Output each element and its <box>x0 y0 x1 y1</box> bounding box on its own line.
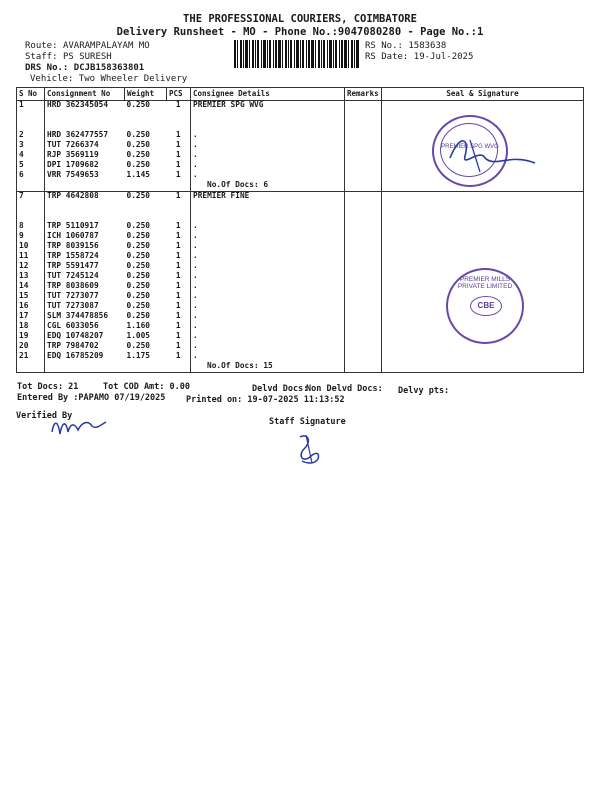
col-header-pcs: PCS <box>167 88 191 101</box>
spacer-row <box>17 202 584 212</box>
total-cod: Tot COD Amt: 0.00 <box>103 382 190 392</box>
row-sno: 8 <box>17 222 45 232</box>
spacer-cell <box>382 202 584 212</box>
row-remarks <box>345 252 382 262</box>
spacer-cell <box>125 111 167 121</box>
row-sno: 17 <box>17 312 45 322</box>
row-weight: 0.250 <box>126 141 150 149</box>
spacer-row <box>17 362 584 373</box>
spacer-cell <box>167 202 191 212</box>
row-remarks <box>345 141 382 151</box>
row-consignment-no: DPI 1709682 <box>45 161 125 171</box>
row-consignee-details: . <box>191 332 345 342</box>
row-weight: 0.250 <box>126 232 150 240</box>
row-consignment-no: TRP 4642808 <box>45 192 125 203</box>
spacer-cell <box>17 362 45 373</box>
row-pcs: 1 <box>175 171 181 179</box>
row-sno: 10 <box>17 242 45 252</box>
docs-count: No.Of Docs: 6 <box>191 181 345 192</box>
row-remarks <box>345 101 382 112</box>
row-consignment-no: TRP 5110917 <box>45 222 125 232</box>
row-sno: 13 <box>17 272 45 282</box>
row-consignee-details: . <box>191 312 345 322</box>
spacer-cell <box>167 111 191 121</box>
row-pcs: 1 <box>175 131 181 139</box>
row-consignment-no: TRP 1558724 <box>45 252 125 262</box>
spacer-cell <box>345 212 382 222</box>
row-weight: 0.250 <box>126 252 150 260</box>
row-consignee-details: . <box>191 302 345 312</box>
spacer-cell <box>382 212 584 222</box>
printed-on: Printed on: 19-07-2025 11:13:52 <box>186 395 345 405</box>
row-remarks <box>345 242 382 252</box>
non-delivered-docs: Non Delvd Docs: <box>306 384 383 394</box>
row-remarks <box>345 222 382 232</box>
row-weight: 0.250 <box>126 100 150 109</box>
spacer-cell <box>45 362 125 373</box>
company-seal-2: PREMIER MILLS PRIVATE LIMITED CBE <box>446 268 524 344</box>
row-pcs: 1 <box>175 292 181 300</box>
row-sno: 18 <box>17 322 45 332</box>
delivered-docs: Delvd Docs: <box>252 384 309 394</box>
row-consignment-no: EDQ 10748207 <box>45 332 125 342</box>
row-seal <box>382 101 584 112</box>
row-seal <box>382 352 584 362</box>
row-consignment-no: TRP 8038609 <box>45 282 125 292</box>
row-remarks <box>345 161 382 171</box>
delivery-points: Delvy pts: <box>398 386 450 396</box>
spacer-cell <box>125 362 167 373</box>
row-remarks <box>345 352 382 362</box>
spacer-cell <box>382 362 584 373</box>
row-weight: 0.250 <box>126 342 150 350</box>
row-weight: 0.250 <box>126 151 150 159</box>
row-consignee-details: . <box>191 272 345 282</box>
row-pcs: 1 <box>175 262 181 270</box>
row-consignee-details: . <box>191 131 345 141</box>
row-pcs: 1 <box>175 141 181 149</box>
row-seal <box>382 222 584 232</box>
col-header-remarks: Remarks <box>345 88 382 101</box>
spacer-cell <box>125 181 167 192</box>
row-sno: 12 <box>17 262 45 272</box>
row-sno: 11 <box>17 252 45 262</box>
row-consignment-no: TRP 5591477 <box>45 262 125 272</box>
row-consignee-details: PREMIER FINE <box>191 192 345 203</box>
spacer-cell <box>345 111 382 121</box>
row-consignment-no: EDQ 16785209 <box>45 352 125 362</box>
row-weight: 0.250 <box>126 302 150 310</box>
row-weight: 0.250 <box>126 262 150 270</box>
row-consignee-details: . <box>191 352 345 362</box>
row-consignee-details: . <box>191 171 345 181</box>
row-remarks <box>345 151 382 161</box>
total-docs: Tot Docs: 21 <box>17 382 79 392</box>
spacer-cell <box>45 212 125 222</box>
rs-date-line: RS Date: 19-Jul-2025 <box>365 52 474 62</box>
row-consignee-details: . <box>191 282 345 292</box>
row-consignment-no: TUT 7266374 <box>45 141 125 151</box>
table-row <box>17 352 584 362</box>
spacer-cell <box>45 181 125 192</box>
row-consignee-details: . <box>191 262 345 272</box>
row-consignee-details: . <box>191 141 345 151</box>
row-remarks <box>345 292 382 302</box>
row-weight: 0.250 <box>126 222 150 230</box>
row-consignment-no: TRP 7984702 <box>45 342 125 352</box>
col-header-seal: Seal & Signature <box>382 88 584 101</box>
spacer-cell <box>191 202 345 212</box>
row-weight: 0.250 <box>126 191 150 200</box>
row-consignee-details: . <box>191 232 345 242</box>
row-remarks <box>345 312 382 322</box>
spacer-cell <box>17 121 45 131</box>
row-remarks <box>345 192 382 203</box>
row-sno: 6 <box>17 171 45 181</box>
staff-signature-label: Staff Signature <box>269 417 346 427</box>
signature-1 <box>440 128 540 178</box>
row-consignee-details: . <box>191 292 345 302</box>
spacer-cell <box>345 202 382 212</box>
row-consignment-no: CGL 6033056 <box>45 322 125 332</box>
vehicle-line: Vehicle: Two Wheeler Delivery <box>30 74 188 84</box>
row-weight: 0.250 <box>126 131 150 139</box>
verifier-signature <box>48 414 110 440</box>
row-consignment-no: SLM 374478856 <box>45 312 125 322</box>
col-header-weight: Weight <box>125 88 167 101</box>
runsheet-subtitle: Delivery Runsheet - MO - Phone No.:9047080280 - Page No.:1 <box>116 26 484 38</box>
staff-line: Staff: PS SURESH <box>25 52 112 62</box>
row-remarks <box>345 272 382 282</box>
row-sno: 4 <box>17 151 45 161</box>
row-consignment-no: TUT 7273077 <box>45 292 125 302</box>
row-pcs: 1 <box>175 322 181 330</box>
row-weight: 1.145 <box>126 171 150 179</box>
table-row <box>17 232 584 242</box>
row-remarks <box>345 302 382 312</box>
row-consignment-no: TUT 7245124 <box>45 272 125 282</box>
row-weight: 1.005 <box>126 332 150 340</box>
row-sno: 21 <box>17 352 45 362</box>
row-pcs: 1 <box>175 332 181 340</box>
row-consignment-no: VRR 7549653 <box>45 171 125 181</box>
row-remarks <box>345 322 382 332</box>
spacer-cell <box>167 181 191 192</box>
spacer-cell <box>17 202 45 212</box>
row-consignee-details: . <box>191 242 345 252</box>
spacer-cell <box>345 121 382 131</box>
staff-signature <box>292 431 328 467</box>
row-weight: 0.250 <box>126 272 150 280</box>
row-pcs: 1 <box>175 302 181 310</box>
row-pcs: 1 <box>175 151 181 159</box>
spacer-cell <box>125 202 167 212</box>
table-header-row <box>17 88 584 101</box>
row-pcs: 1 <box>175 352 181 360</box>
table-row <box>17 252 584 262</box>
spacer-cell <box>345 181 382 192</box>
row-pcs: 1 <box>175 252 181 260</box>
col-header-consignment: Consignment No <box>45 88 125 101</box>
spacer-cell <box>345 362 382 373</box>
row-consignment-no: RJP 3569119 <box>45 151 125 161</box>
docs-count: No.Of Docs: 15 <box>191 362 345 373</box>
row-sno: 5 <box>17 161 45 171</box>
spacer-cell <box>167 362 191 373</box>
entered-by: Entered By :PAPAMO 07/19/2025 <box>17 393 166 403</box>
spacer-cell <box>17 212 45 222</box>
spacer-cell <box>167 212 191 222</box>
row-consignee-details: . <box>191 151 345 161</box>
row-consignee-details: . <box>191 322 345 332</box>
row-weight: 0.250 <box>126 282 150 290</box>
spacer-cell <box>191 212 345 222</box>
row-sno: 16 <box>17 302 45 312</box>
row-weight: 0.250 <box>126 292 150 300</box>
row-seal <box>382 232 584 242</box>
row-remarks <box>345 131 382 141</box>
row-pcs: 1 <box>175 222 181 230</box>
row-consignee-details: PREMIER SPG WVG <box>191 101 345 112</box>
table-row <box>17 192 584 203</box>
spacer-row <box>17 181 584 192</box>
spacer-cell <box>125 121 167 131</box>
spacer-cell <box>191 121 345 131</box>
row-consignee-details: . <box>191 342 345 352</box>
row-seal <box>382 192 584 203</box>
table-row <box>17 342 584 352</box>
row-consignment-no: HRD 362345054 <box>45 101 125 112</box>
row-sno: 9 <box>17 232 45 242</box>
spacer-cell <box>125 212 167 222</box>
row-sno: 15 <box>17 292 45 302</box>
spacer-cell <box>17 181 45 192</box>
row-sno: 20 <box>17 342 45 352</box>
row-consignment-no: TUT 7273087 <box>45 302 125 312</box>
company-seal-1: PREMIER SPG WVG <box>432 115 508 187</box>
row-remarks <box>345 262 382 272</box>
col-header-consignee: Consignee Details <box>191 88 345 101</box>
row-sno: 1 <box>17 101 45 112</box>
rs-number-line: RS No.: 1583638 <box>365 41 447 51</box>
spacer-cell <box>45 121 125 131</box>
row-sno: 7 <box>17 192 45 203</box>
row-seal <box>382 242 584 252</box>
row-remarks <box>345 171 382 181</box>
row-pcs: 1 <box>175 100 181 109</box>
row-sno: 2 <box>17 131 45 141</box>
row-remarks <box>345 232 382 242</box>
spacer-cell <box>17 111 45 121</box>
row-consignee-details: . <box>191 222 345 232</box>
row-consignment-no: HRD 362477557 <box>45 131 125 141</box>
row-remarks <box>345 332 382 342</box>
row-weight: 0.250 <box>126 242 150 250</box>
barcode-image <box>234 40 360 68</box>
row-pcs: 1 <box>175 312 181 320</box>
table-row <box>17 222 584 232</box>
row-sno: 3 <box>17 141 45 151</box>
row-weight: 1.160 <box>126 322 150 330</box>
col-header-sno: S No <box>17 88 45 101</box>
row-consignment-no: ICH 1060787 <box>45 232 125 242</box>
row-pcs: 1 <box>175 272 181 280</box>
spacer-row <box>17 212 584 222</box>
row-seal <box>382 252 584 262</box>
route-line: Route: AVARAMPALAYAM MO <box>25 41 150 51</box>
row-pcs: 1 <box>175 232 181 240</box>
row-weight: 0.250 <box>126 312 150 320</box>
spacer-cell <box>45 202 125 212</box>
row-pcs: 1 <box>175 161 181 169</box>
row-sno: 14 <box>17 282 45 292</box>
row-sno: 19 <box>17 332 45 342</box>
row-pcs: 1 <box>175 282 181 290</box>
row-pcs: 1 <box>175 342 181 350</box>
row-remarks <box>345 342 382 352</box>
row-remarks <box>345 282 382 292</box>
row-weight: 0.250 <box>126 161 150 169</box>
company-title: THE PROFESSIONAL COURIERS, COIMBATORE <box>183 13 417 25</box>
row-consignment-no: TRP 8039156 <box>45 242 125 252</box>
spacer-row <box>17 111 584 121</box>
spacer-cell <box>167 121 191 131</box>
row-pcs: 1 <box>175 191 181 200</box>
row-weight: 1.175 <box>126 352 150 360</box>
table-row <box>17 242 584 252</box>
row-consignee-details: . <box>191 161 345 171</box>
row-pcs: 1 <box>175 242 181 250</box>
verified-by-label: Verified By <box>16 411 73 421</box>
spacer-cell <box>45 111 125 121</box>
spacer-cell <box>191 111 345 121</box>
table-row <box>17 101 584 112</box>
drs-line: DRS No.: DCJB158363801 <box>25 63 145 73</box>
row-consignee-details: . <box>191 252 345 262</box>
